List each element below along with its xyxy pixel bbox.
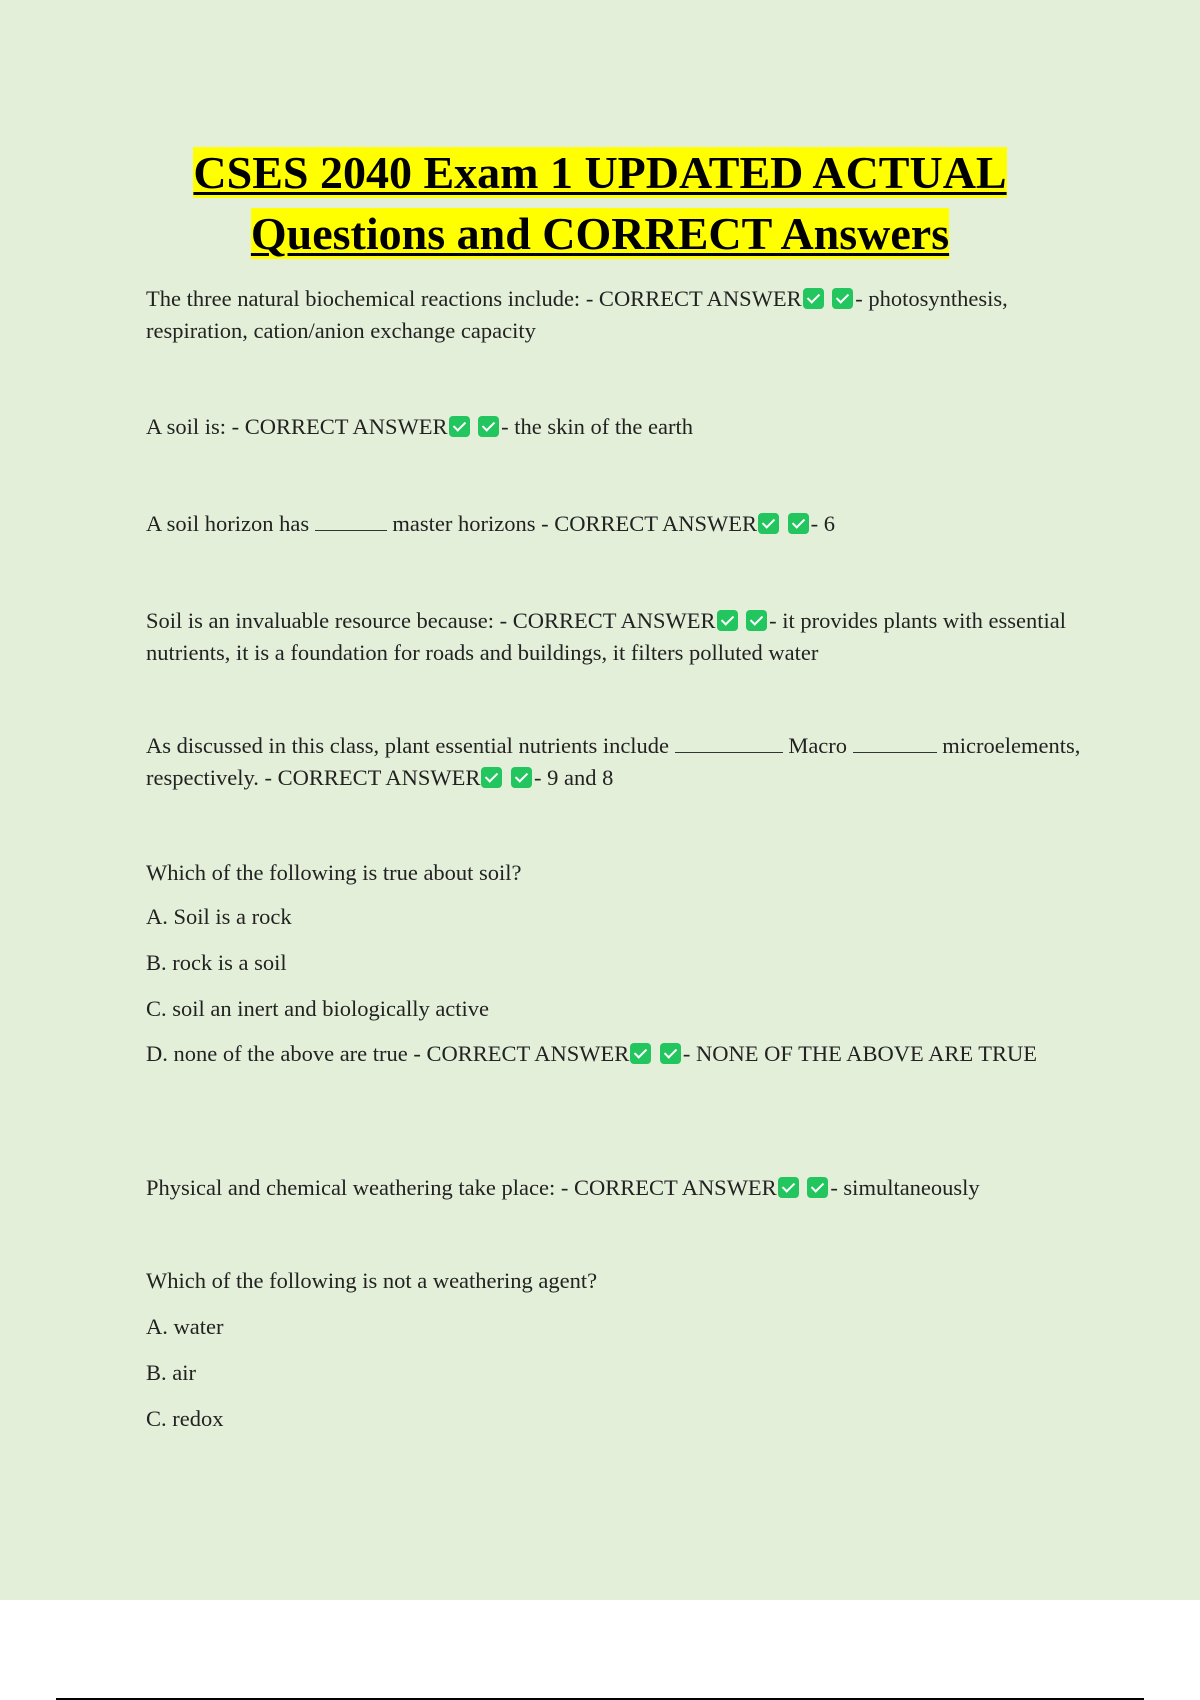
document-title — [0, 142, 1200, 264]
question-text: Which of the following is not a weathering agent? — [146, 1268, 598, 1293]
answer-text: - NONE OF THE ABOVE ARE TRUE — [682, 1041, 1038, 1066]
question-text: Which of the following is true about soil? — [146, 860, 522, 885]
question-2 — [146, 411, 1096, 443]
check-box-icon — [832, 288, 853, 309]
question-3 — [146, 508, 1096, 540]
fill-in-blank — [315, 512, 387, 531]
question-text: Soil is an invaluable resource because: — [146, 608, 495, 633]
answer-text: - the skin of the earth — [501, 414, 693, 439]
question-4 — [146, 605, 1096, 669]
question-7 — [146, 1172, 1096, 1204]
question-text: master horizons — [392, 511, 536, 536]
answer-option: A. Soil is a rock — [146, 904, 292, 929]
check-box-icon — [717, 610, 738, 631]
question-text: Physical and chemical weathering take place: — [146, 1175, 556, 1200]
answer-option-final — [146, 1039, 1096, 1069]
correct-answer-marker: - CORRECT ANSWER — [231, 414, 448, 439]
check-box-icon — [660, 1043, 681, 1064]
check-box-icon — [511, 767, 532, 788]
fill-in-blank — [675, 734, 783, 753]
answer-text: - 9 and 8 — [533, 765, 614, 790]
fill-in-blank — [853, 734, 937, 753]
answer-option: B. rock is a soil — [146, 950, 287, 975]
check-box-icon — [449, 416, 470, 437]
check-box-icon — [481, 767, 502, 788]
answer-text: - it provides plants with essential nutrients, it is a foundation for roads and buildings, it filters polluted water — [146, 608, 1066, 665]
check-box-icon — [630, 1043, 651, 1064]
question-8 — [146, 1265, 1096, 1435]
answer-text: - photosynthesis, respiration, cation/anion exchange capacity — [146, 286, 1008, 343]
check-box-icon — [788, 513, 809, 534]
question-text: A soil horizon has — [146, 511, 310, 536]
correct-answer-marker: - CORRECT ANSWER — [560, 1175, 777, 1200]
title-line-1: CSES 2040 Exam 1 UPDATED ACTUAL — [193, 147, 1007, 198]
answer-text: - 6 — [810, 511, 835, 536]
correct-answer-marker: - CORRECT ANSWER — [499, 608, 716, 633]
answer-option: B. air — [146, 1360, 196, 1385]
question-text: A soil is: — [146, 414, 227, 439]
question-1 — [146, 283, 1096, 347]
check-box-icon — [746, 610, 767, 631]
check-box-icon — [807, 1177, 828, 1198]
answer-option: C. redox — [146, 1406, 224, 1431]
answer-option: D. none of the above are true — [146, 1041, 408, 1066]
answer-option: C. soil an inert and biologically active — [146, 996, 490, 1021]
check-box-icon — [758, 513, 779, 534]
question-text: As discussed in this class, plant essential nutrients include — [146, 733, 670, 758]
correct-answer-marker: - CORRECT ANSWER — [585, 286, 802, 311]
correct-answer-marker: - CORRECT ANSWER — [264, 765, 481, 790]
answer-text: - simultaneously — [830, 1175, 980, 1200]
question-6 — [146, 857, 1096, 1069]
correct-answer-marker: - CORRECT ANSWER — [541, 511, 757, 536]
question-text: microelements, respectively. — [146, 733, 1081, 790]
check-box-icon — [803, 288, 824, 309]
check-box-icon — [478, 416, 499, 437]
question-text: The three natural biochemical reactions include: — [146, 286, 581, 311]
question-text: Macro — [788, 733, 848, 758]
answer-option: A. water — [146, 1314, 224, 1339]
title-line-2: Questions and CORRECT Answers — [250, 208, 950, 259]
check-box-icon — [778, 1177, 799, 1198]
correct-answer-marker: - CORRECT ANSWER — [413, 1041, 630, 1066]
question-5 — [146, 730, 1096, 794]
